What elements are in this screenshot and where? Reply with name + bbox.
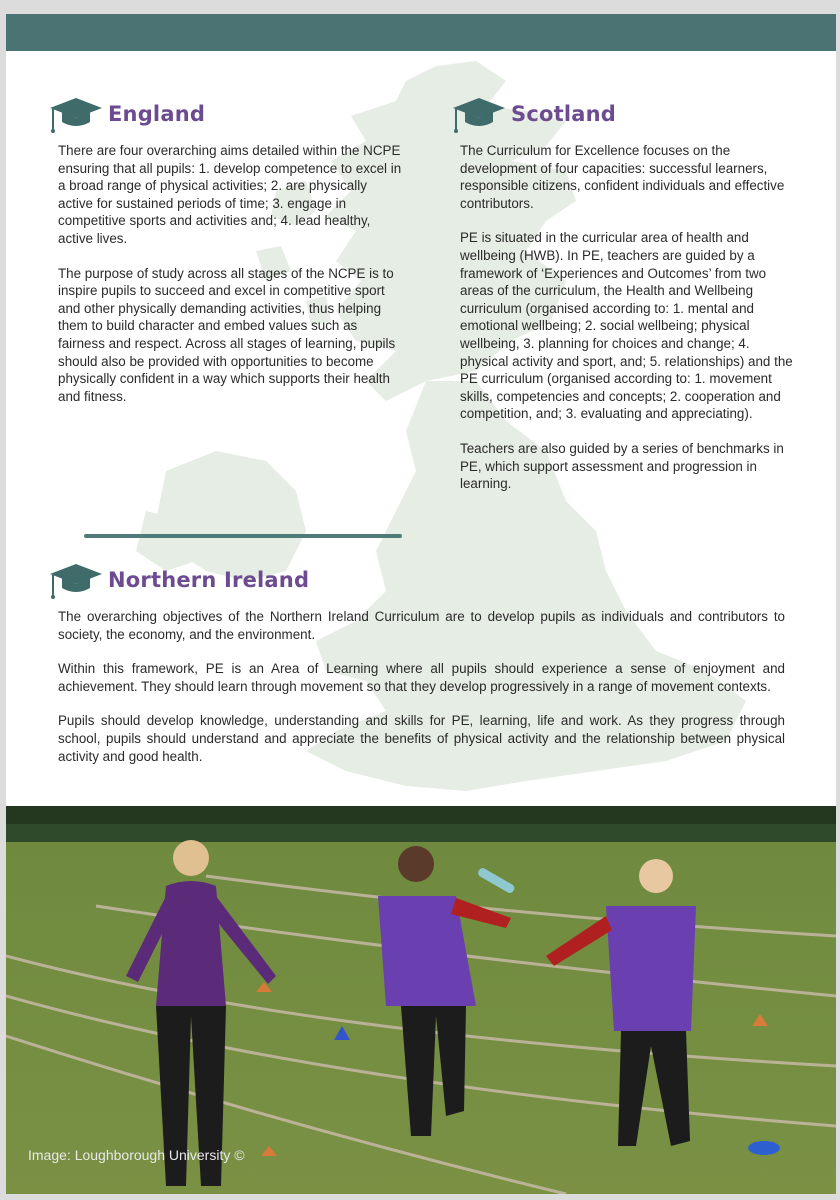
northern-ireland-paragraph: The overarching objectives of the Northern Ireland Curriculum are to develop pupils as individuals and contributors to society, the economy, and the environment. [58,609,785,642]
northern-ireland-title: Northern Ireland [108,568,310,592]
england-heading [48,94,205,134]
england-title: England [108,102,206,126]
scotland-paragraph: Teachers are also guided by a series of benchmarks in PE, which support assessment and progression in learning. [460,440,784,492]
graduation-cap-icon [48,560,104,600]
scotland-heading [451,94,616,134]
scotland-paragraph: The Curriculum for Excellence focuses on the development of four capacities: successful learners, responsible citizens, confident individuals and effective contributors. [460,143,785,211]
northern-ireland-heading [48,560,309,600]
header-band [6,14,836,51]
scotland-body [460,142,795,510]
relay-race-photo [6,806,836,1194]
england-body [58,142,403,422]
scotland-paragraph: PE is situated in the curricular area of health and wellbeing (HWB). In PE, teachers are guided by a framework of ‘Experiences and Outcomes’ from two areas of the curriculum, the Health and Wellbeing curriculum (organised according to: 1. mental and emotional wellbeing; 2. social wellbeing; physical wellbeing, 3. planning for choices and change; 4. physical activity and sport, and; 5. relationships) and the PE curriculum (organised according to: 1. movement skills, competencies and concepts; 2. cooperation and competition, and; 3. evaluating and appreciating). [460,230,793,422]
section-divider [84,534,402,538]
northern-ireland-body [58,608,785,782]
image-credit: Image: Loughborough University © [28,1147,245,1163]
relay-race-illustration [6,806,836,1194]
england-paragraph: The purpose of study across all stages of the NCPE is to inspire pupils to succeed and excel in competitive sport and other physically demanding activities, thus helping them to build character and embed values such as fairness and respect. Across all stages of learning, pupils should also be provided with opportunities to become physically confident in a way which supports their health and fitness. [58,265,396,404]
scotland-title: Scotland [511,102,616,126]
graduation-cap-icon [48,94,104,134]
graduation-cap-icon [451,94,507,134]
document-page [6,14,836,1194]
northern-ireland-paragraph: Within this framework, PE is an Area of Learning where all pupils should experience a sense of enjoyment and achievement. They should learn through movement so that they develop progressively in a range of movement contexts. [58,661,785,694]
england-paragraph: There are four overarching aims detailed within the NCPE ensuring that all pupils: 1. develop competence to excel in a broad range of physical activities; 2. are physically active for sustained periods of time; 3. engage in competitive sports and activities and; 4. lead healthy, active lives. [58,143,402,246]
northern-ireland-paragraph: Pupils should develop knowledge, understanding and skills for PE, learning, life and work. As they progress through school, pupils should understand and appreciate the benefits of physical activity and the relationship between physical activity and good health. [58,713,785,764]
